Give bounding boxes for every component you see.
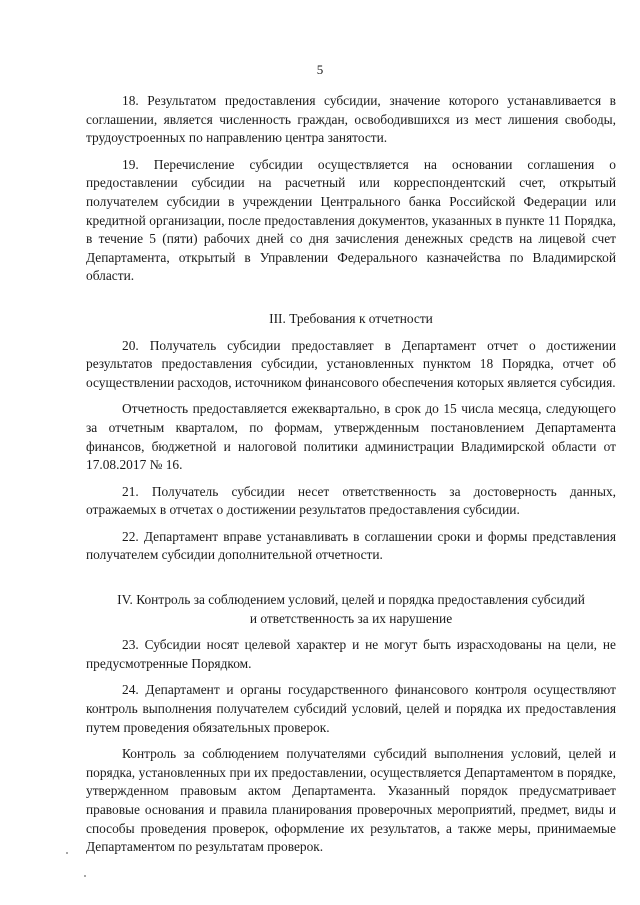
scan-speck bbox=[66, 852, 68, 854]
paragraph-19: 19. Перечисление субсидии осуществляется на основании соглашения о предоставлении субсидии на расчетный или корреспондентский счет, открытый получателем субсидии в учреждении Центрального банка Российской Федерации или кредитной организации, после предоставления документов, указанных в пункте 11 Порядка, в течение 5 (пяти) рабочих дней со дня зачисления денежных средств на лицевой счет Департамента, открытый в Управлении Федерального казначейства по Владимирской области. bbox=[86, 156, 616, 284]
paragraph-18: 18. Результатом предоставления субсидии, значение которого устанавливается в соглашении, является численность граждан, освободившихся из мест лишения свободы, трудоустроенных по направлению центра занятости. bbox=[86, 93, 616, 146]
paragraph-20: 20. Получатель субсидии предоставляет в Департамент отчет о достижении результатов предоставления субсидии, установленных пунктом 18 Порядка, отчет об осуществлении расходов, источником финансового обеспечения которых является субсидия. bbox=[86, 337, 616, 390]
paragraph-24-control: Контроль за соблюдением получателями субсидий выполнения условий, целей и порядка, установленных при их предоставлении, осуществляется Департаментом в порядке, утвержденном правовым актом Департамента. Указанный порядок предусматривает правовые основания и правила планирования проверочных мероприятий, предмет, виды и способы проведения проверок, оформление их результатов, а также меры, принимаемые Департаментом по результатам проверок. bbox=[86, 746, 616, 855]
section-4-heading: IV. Контроль за соблюдением условий, целей и порядка предоставления субсидий и ответственность за их нарушение bbox=[117, 592, 585, 626]
section-3-heading: III. Требования к отчетности bbox=[269, 310, 433, 326]
paragraph-23: 23. Субсидии носят целевой характер и не могут быть израсходованы на цели, не предусмотренные Порядком. bbox=[86, 637, 616, 671]
paragraph-22: 22. Департамент вправе устанавливать в соглашении сроки и формы представления получателем субсидии дополнительной отчетности. bbox=[86, 528, 616, 563]
paragraph-20-reporting: Отчетность предоставляется ежеквартально, в срок до 15 числа месяца, следующего за отчетным кварталом, по формам, утвержденным постановлением Департамента финансов, бюджетной и налоговой политики администрации Владимирской области от 17.08.2017 № 16. bbox=[86, 401, 616, 473]
scan-speck bbox=[84, 875, 86, 877]
page-number: 5 bbox=[316, 62, 324, 77]
paragraph-24: 24. Департамент и органы государственного финансового контроля осуществляют контроль выполнения получателем субсидий условий, целей и порядка их предоставления путем проведения обязательных проверок. bbox=[86, 682, 616, 735]
document-body bbox=[86, 92, 616, 865]
paragraph-21: 21. Получатель субсидии несет ответственность за достоверность данных, отражаемых в отчетах о достижении результатов предоставления субсидии. bbox=[86, 483, 616, 518]
